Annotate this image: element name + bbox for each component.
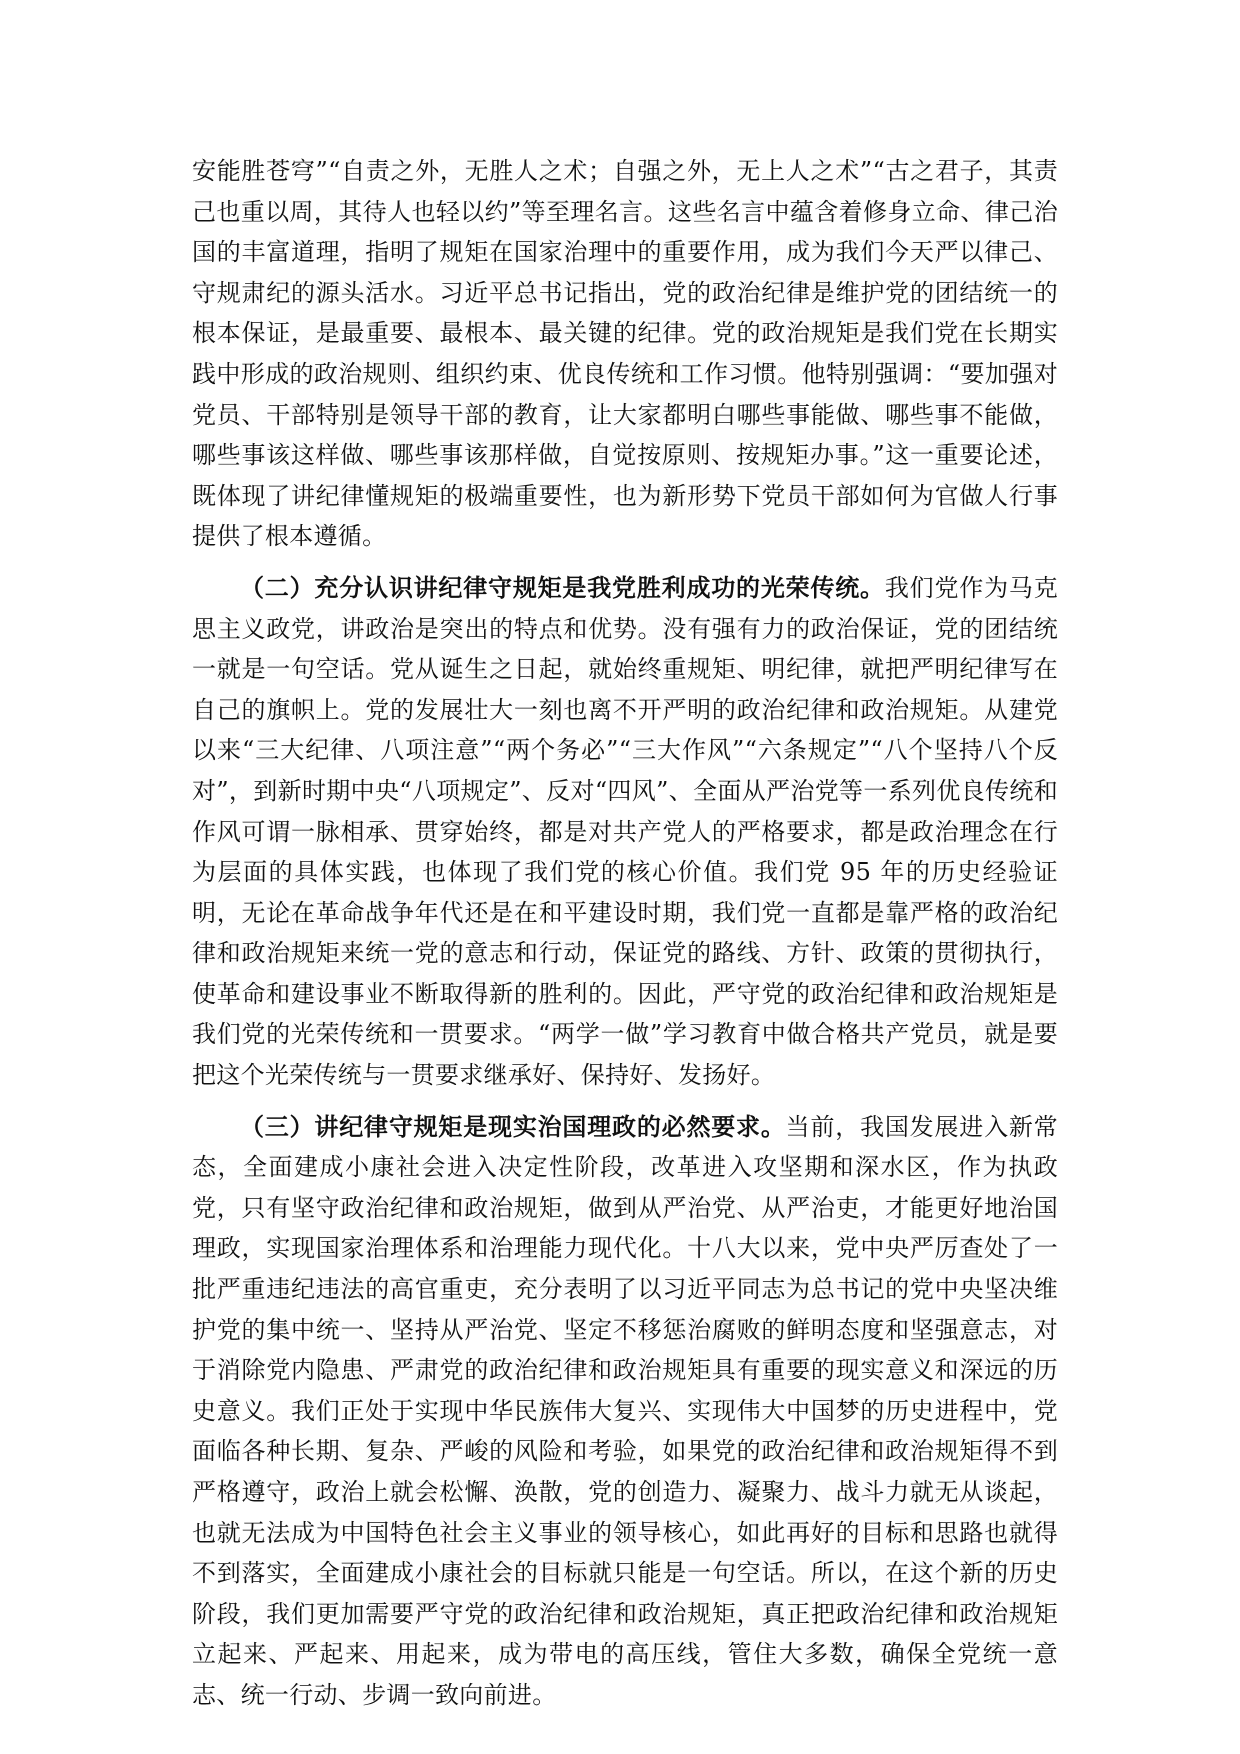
document-page (192, 151, 1058, 1727)
paragraph-text: 安能胜苍穹”“自责之外，无胜人之术；自强之外，无上人之术”“古之君子，其责己也重以周，其待人也轻以约”等至理名言。这些名言中蕴含着修身立命、律己治国的丰富道理，指明了规矩在国家治理中的重要作用，成为我们今天严以律己、守规肃纪的源头活水。习近平总书记指出，党的政治纪律是维护党的团结统一的根本保证，是最重要、最根本、最关键的纪律。党的政治规矩是我们党在长期实践中形成的政治规则、组织约束、优良传统和工作习惯。他特别强调：“要加强对党员、干部特别是领导干部的教育，让大家都明白哪些事能做、哪些事不能做，哪些事该这样做、哪些事该那样做，自觉按原则、按规矩办事。”这一重要论述，既体现了讲纪律懂规矩的极端重要性，也为新形势下党员干部如何为官做人行事提供了根本遵循。 (192, 157, 1058, 551)
paragraph-text: 我们党作为马克思主义政党，讲政治是突出的特点和优势。没有强有力的政治保证，党的团结统一就是一句空话。党从诞生之日起，就始终重规矩、明纪律，就把严明纪律写在自己的旗帜上。党的发展壮大一刻也离不开严明的政治纪律和政治规矩。从建党以来“三大纪律、八项注意”“两个务必”“三大作风”“六条规定”“八个坚持八个反对”，到新时期中央“八项规定”、反对“四风”、全面从严治党等一系列优良传统和作风可谓一脉相承、贯穿始终，都是对共产党人的严格要求，都是政治理念在行为层面的具体实践，也体现了我们党的核心价值。我们党 95 年的历史经验证明，无论在革命战争年代还是在和平建设时期，我们党一直都是靠严格的政治纪律和政治规矩来统一党的意志和行动，保证党的路线、方针、政策的贯彻执行，使革命和建设事业不断取得新的胜利的。因此，严守党的政治纪律和政治规矩是我们党的光荣传统和一贯要求。“两学一做”学习教育中做合格共产党员，就是要把这个光荣传统与一贯要求继承好、保持好、发扬好。 (192, 573, 1058, 1090)
section-heading: （三）讲纪律守规矩是现实治国理政的必然要求。 (240, 1111, 786, 1141)
paragraph-text: 当前，我国发展进入新常态，全面建成小康社会进入决定性阶段，改革进入攻坚期和深水区，作为执政党，只有坚守政治纪律和政治规矩，做到从严治党、从严治吏，才能更好地治国理政，实现国家治理体系和治理能力现代化。十八大以来，党中央严厉查处了一批严重违纪违法的高官重吏，充分表明了以习近平同志为总书记的党中央坚决维护党的集中统一、坚持从严治党、坚定不移惩治腐败的鲜明态度和坚强意志，对于消除党内隐患、严肃党的政治纪律和政治规矩具有重要的现实意义和深远的历史意义。我们正处于实现中华民族伟大复兴、实现伟大中国梦的历史进程中，党面临各种长期、复杂、严峻的风险和考验，如果党的政治纪律和政治规矩得不到严格遵守，政治上就会松懈、涣散，党的创造力、凝聚力、战斗力就无从谈起，也就无法成为中国特色社会主义事业的领导核心，如此再好的目标和思路也就得不到落实，全面建成小康社会的目标就只能是一句空话。所以，在这个新的历史阶段，我们更加需要严守党的政治纪律和政治规矩，真正把政治纪律和政治规矩立起来、严起来、用起来，成为带电的高压线，管住大多数，确保全党统一意志、统一行动、步调一致向前进。 (192, 1112, 1058, 1709)
paragraph-section-two (192, 568, 1058, 1096)
paragraph-continuation (192, 151, 1058, 557)
paragraph-section-three (192, 1107, 1058, 1716)
section-heading: （二）充分认识讲纪律守规矩是我党胜利成功的光荣传统。 (240, 572, 885, 602)
